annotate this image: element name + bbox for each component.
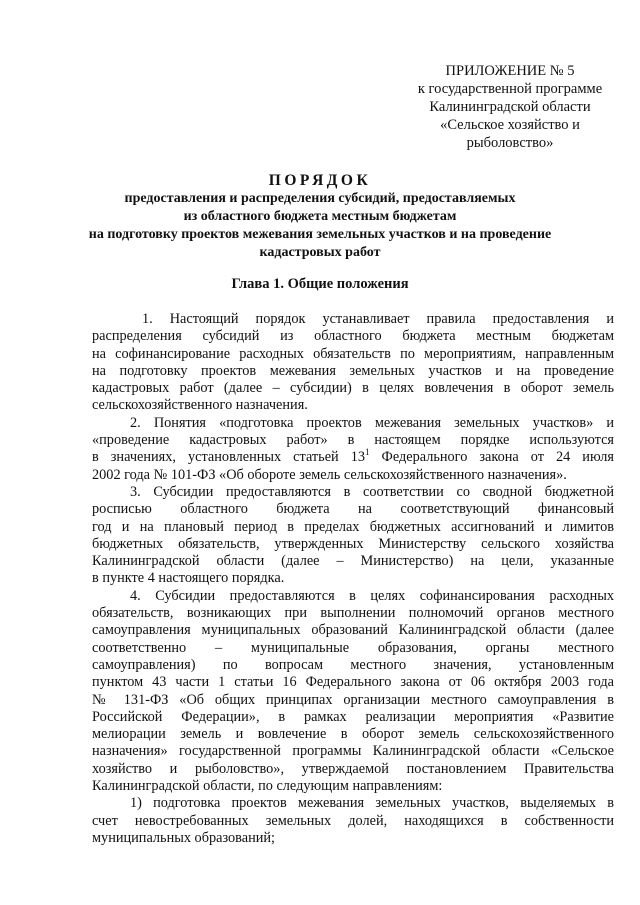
text-line: на подготовку проектов межевания земельных участков и на проведение <box>92 362 614 379</box>
text-fragment: Федерального закона от 24 июля <box>369 449 614 466</box>
document-subtitle-line: из областного бюджета местным бюджетам <box>183 209 457 224</box>
document-subtitle-line: на подготовку проектов межевания земельных участков и на проведение <box>88 227 552 242</box>
text-line: «проведение кадастровых работ» в настоящем порядке используются <box>92 432 614 449</box>
text-line: в пункте 4 настоящего порядка. <box>92 570 285 587</box>
text-line: хозяйство и рыболовство», утверждаемой постановлением Правительства <box>92 760 614 777</box>
text-line: кадастровых работ (далее – субсидии) в целях вовлечения в оборот земель <box>92 380 614 397</box>
text-line: Калининградской области (далее – Министерство) на цели, указанные <box>92 553 614 570</box>
text-line: 2. Понятия «подготовка проектов межевания земельных участков» и <box>130 414 614 431</box>
text-line: 2002 года № 101-ФЗ «Об обороте земель сельскохозяйственного назначения». <box>92 466 567 483</box>
appendix-line: «Сельское хозяйство и <box>440 117 580 133</box>
text-line: № 131-ФЗ «Об общих принципах организации местного самоуправления в <box>92 691 614 708</box>
paragraph-2 <box>92 415 614 484</box>
paragraph-3 <box>92 484 614 588</box>
list-item <box>92 795 614 847</box>
text-line: обязательств, возникающих при выполнении полномочий органов местного <box>92 605 614 622</box>
text-line: самоуправления) по вопросам местного значения, установленным <box>92 656 614 673</box>
text-line: 1) подготовка проектов межевания земельных участков, выделяемых в <box>130 795 614 812</box>
text-line: Российской Федерации», в рамках реализации мероприятия «Развитие <box>92 708 614 725</box>
document-title: ПОРЯДОК <box>268 172 372 189</box>
text-line: муниципальных образований; <box>92 829 276 846</box>
paragraph-4 <box>92 588 614 796</box>
text-line: бюджетных обязательств, утвержденных Министерству сельского хозяйства <box>92 535 614 552</box>
text-line: счет невостребованных земельных долей, находящихся в собственности <box>92 812 614 829</box>
paragraph-1 <box>92 311 614 415</box>
text-line: на софинансирование расходных обязательств по мероприятиям, направленным <box>92 345 614 362</box>
appendix-line: Калининградской области <box>429 99 591 115</box>
text-line: пунктом 43 части 1 статьи 16 Федерального закона от 06 октября 2003 года <box>92 674 614 691</box>
text-line: распределения субсидий из областного бюджета местным бюджетам <box>92 328 614 345</box>
text-line: соответственно – муниципальные образования, органы местного <box>92 639 614 656</box>
appendix-line: рыболовство» <box>466 135 554 151</box>
text-line: назначения» государственной программы Калининградской области «Сельское <box>92 743 614 760</box>
text-line: мелиорации земель и вовлечение в оборот земель сельскохозяйственного <box>92 726 614 743</box>
text-line: сельскохозяйственного назначения. <box>92 397 308 414</box>
chapter-heading: Глава 1. Общие положения <box>231 276 409 292</box>
document-subtitle-line: кадастровых работ <box>259 245 381 260</box>
text-line: росписью областного бюджета на соответствующий финансовый <box>92 501 614 518</box>
text-line: год и на плановый период в пределах бюджетных ассигнований и лимитов <box>92 518 614 535</box>
text-fragment: в значениях, установленных статьей 13 <box>92 449 366 466</box>
text-line: 1. Настоящий порядок устанавливает правила предоставления и <box>142 311 614 327</box>
text-line: самоуправления муниципальных образований Калининградской области (далее <box>92 622 614 639</box>
document-body <box>92 311 614 847</box>
document-subtitle-line: предоставления и распределения субсидий, предоставляемых <box>124 191 516 206</box>
text-line-with-superscript <box>92 449 614 466</box>
text-line: 4. Субсидии предоставляются в целях софинансирования расходных <box>130 587 614 604</box>
appendix-number: ПРИЛОЖЕНИЕ № 5 <box>445 63 575 79</box>
text-line: 3. Субсидии предоставляются в соответствии со сводной бюджетной <box>130 483 614 500</box>
superscript: 1 <box>365 447 370 458</box>
text-line: Калининградской области, по следующим направлениям: <box>92 778 443 795</box>
document-title-block <box>40 172 600 262</box>
appendix-line: к государственной программе <box>417 81 603 97</box>
appendix-header <box>390 62 630 152</box>
